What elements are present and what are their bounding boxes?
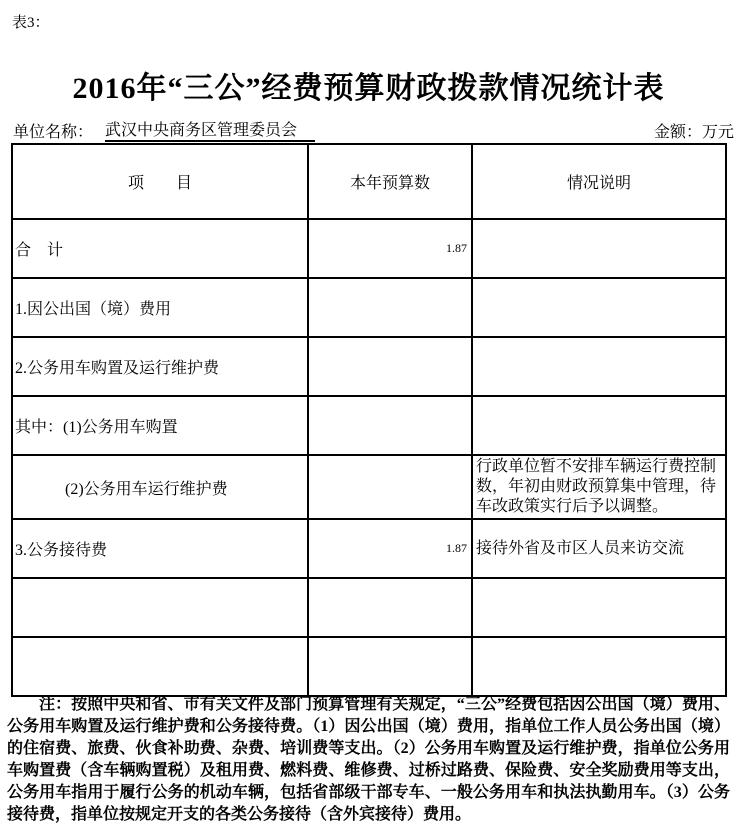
item-cell: 3.公务接待费 — [12, 519, 308, 578]
table-header-row — [12, 144, 726, 219]
note-cell — [472, 578, 726, 637]
budget-cell — [308, 396, 472, 455]
unit-name-label: 单位名称： — [13, 124, 94, 141]
budget-table — [11, 143, 727, 697]
budget-cell — [308, 637, 472, 696]
column-header-item: 项 目 — [12, 144, 308, 219]
table-row-vehicle-total — [12, 337, 726, 396]
note-cell — [472, 219, 726, 278]
unit-name-group — [13, 117, 315, 142]
table-row-empty — [12, 578, 726, 637]
note-cell — [472, 278, 726, 337]
item-cell: (2)公务用车运行维护费 — [12, 455, 308, 519]
amount-unit-label: 金额：万元 — [653, 124, 734, 141]
item-cell: 其中：(1)公务用车购置 — [12, 396, 308, 455]
budget-cell: 1.87 — [308, 519, 472, 578]
meta-row — [13, 117, 734, 142]
sheet-number-label: 表3： — [12, 15, 50, 31]
budget-cell — [308, 578, 472, 637]
unit-name-value: 武汉中央商务区管理委员会 — [105, 117, 315, 142]
page-title: 2016年“三公”经费预算财政拨款情况统计表 — [72, 72, 665, 105]
table-row-abroad — [12, 278, 726, 337]
item-cell — [12, 578, 308, 637]
item-cell: 合 计 — [12, 219, 308, 278]
budget-cell — [308, 455, 472, 519]
note-cell: 行政单位暂不安排车辆运行费控制数，年初由财政预算集中管理，待车改政策实行后予以调整。 — [472, 455, 726, 519]
column-header-note: 情况说明 — [472, 144, 726, 219]
item-cell: 1.因公出国（境）费用 — [12, 278, 308, 337]
column-header-budget: 本年预算数 — [308, 144, 472, 219]
budget-cell — [308, 337, 472, 396]
table-row-empty — [12, 637, 726, 696]
note-cell — [472, 637, 726, 696]
budget-cell: 1.87 — [308, 219, 472, 278]
note-cell: 接待外省及市区人员来访交流 — [472, 519, 726, 578]
table-row-reception — [12, 519, 726, 578]
item-cell — [12, 637, 308, 696]
table-row-vehicle-purchase — [12, 396, 726, 455]
note-cell — [472, 396, 726, 455]
item-cell: 2.公务用车购置及运行维护费 — [12, 337, 308, 396]
note-cell — [472, 337, 726, 396]
footnote-text: 注：按照中央和省、市有关文件及部门预算管理有关规定，“三公”经费包括因公出国（境）费用、公务用车购置及运行维护费和公务接待费。（1）因公出国（境）费用，指单位工作人员公务出国（境）的住宿费、旅费、伙食补助费、杂费、培训费等支出。（2）公务用车购置及运行维护费，指单位公务用车购置费（含车辆购置税）及租用费、燃料费、维修费、过桥过路费、保险费、安全奖励费用等支出，公务用车指用于履行公务的机动车辆，包括省部级干部专车、一般公务用车和执法执勤用车。（3）公务接待费，指单位按规定开支的各类公务接待（含外宾接待）费用。 — [7, 696, 730, 823]
budget-cell — [308, 278, 472, 337]
table-row-vehicle-maintenance — [12, 455, 726, 519]
table-row-total — [12, 219, 726, 278]
